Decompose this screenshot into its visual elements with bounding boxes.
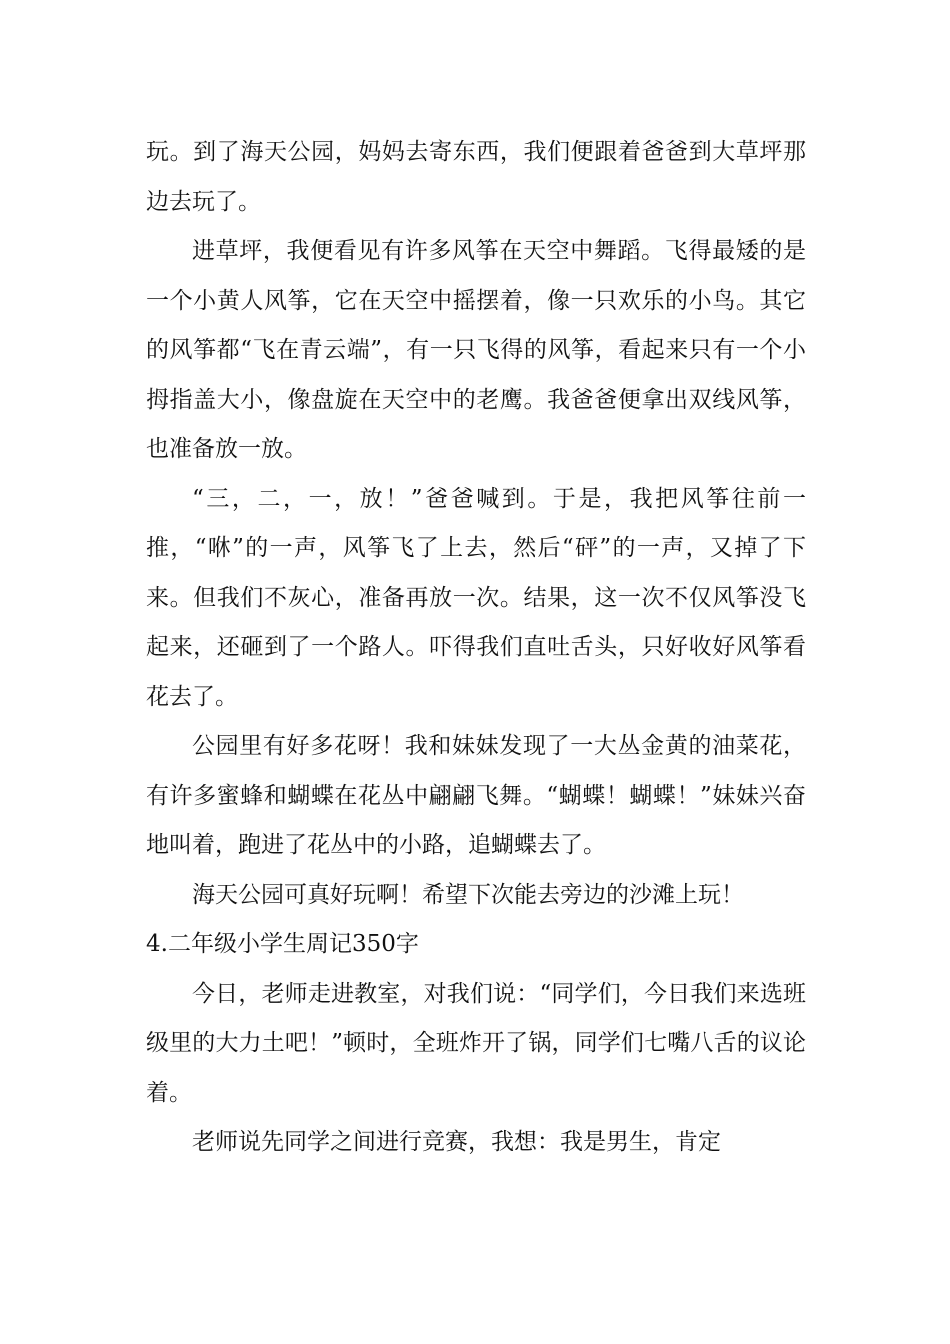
paragraph-kites-in-sky: 进草坪，我便看见有许多风筝在天空中舞蹈。飞得最矮的是一个小黄人风筝，它在天空中摇摆着，像一只欢乐的小鸟。其它的风筝都“飞在青云端”，有一只飞得的风筝，看起来只有一个小拇指盖大小，像盘旋在天空中的老鹰。我爸爸便拿出双线风筝，也准备放一放。 bbox=[146, 238, 806, 462]
document-page bbox=[146, 128, 806, 1168]
paragraph-flowers: 公园里有好多花呀！我和妹妹发现了一大丛金黄的油菜花，有许多蜜蜂和蝴蝶在花丛中翩翩飞舞。“蝴蝶！蝴蝶！”妹妹兴奋地叫着，跑进了花丛中的小路，追蝴蝶去了。 bbox=[146, 733, 806, 858]
paragraph-flying-kite: “三，二，一，放！”爸爸喊到。于是，我把风筝往前一推，“咻”的一声，风筝飞了上去，然后“砰”的一声，又掉了下来。但我们不灰心，准备再放一次。结果，这一次不仅风筝没飞起来，还砸到了一个路人。吓得我们直吐舌头，只好收好风筝看花去了。 bbox=[146, 485, 806, 710]
paragraph-teacher-announcement: 今日，老师走进教室，对我们说：“同学们，今日我们来选班级里的大力土吧！”顿时，全班炸开了锅，同学们七嘴八舌的议论着。 bbox=[146, 980, 806, 1106]
paragraph-park-arrival: 玩。到了海天公园，妈妈去寄东西，我们便跟着爸爸到大草坪那边去玩了。 bbox=[146, 139, 806, 215]
paragraph-conclusion: 海天公园可真好玩啊！希望下次能去旁边的沙滩上玩！ bbox=[192, 881, 744, 908]
section-heading: 4.二年级小学生周记350字 bbox=[146, 931, 419, 957]
paragraph-competition: 老师说先同学之间进行竞赛，我想：我是男生，肯定 bbox=[192, 1129, 721, 1155]
